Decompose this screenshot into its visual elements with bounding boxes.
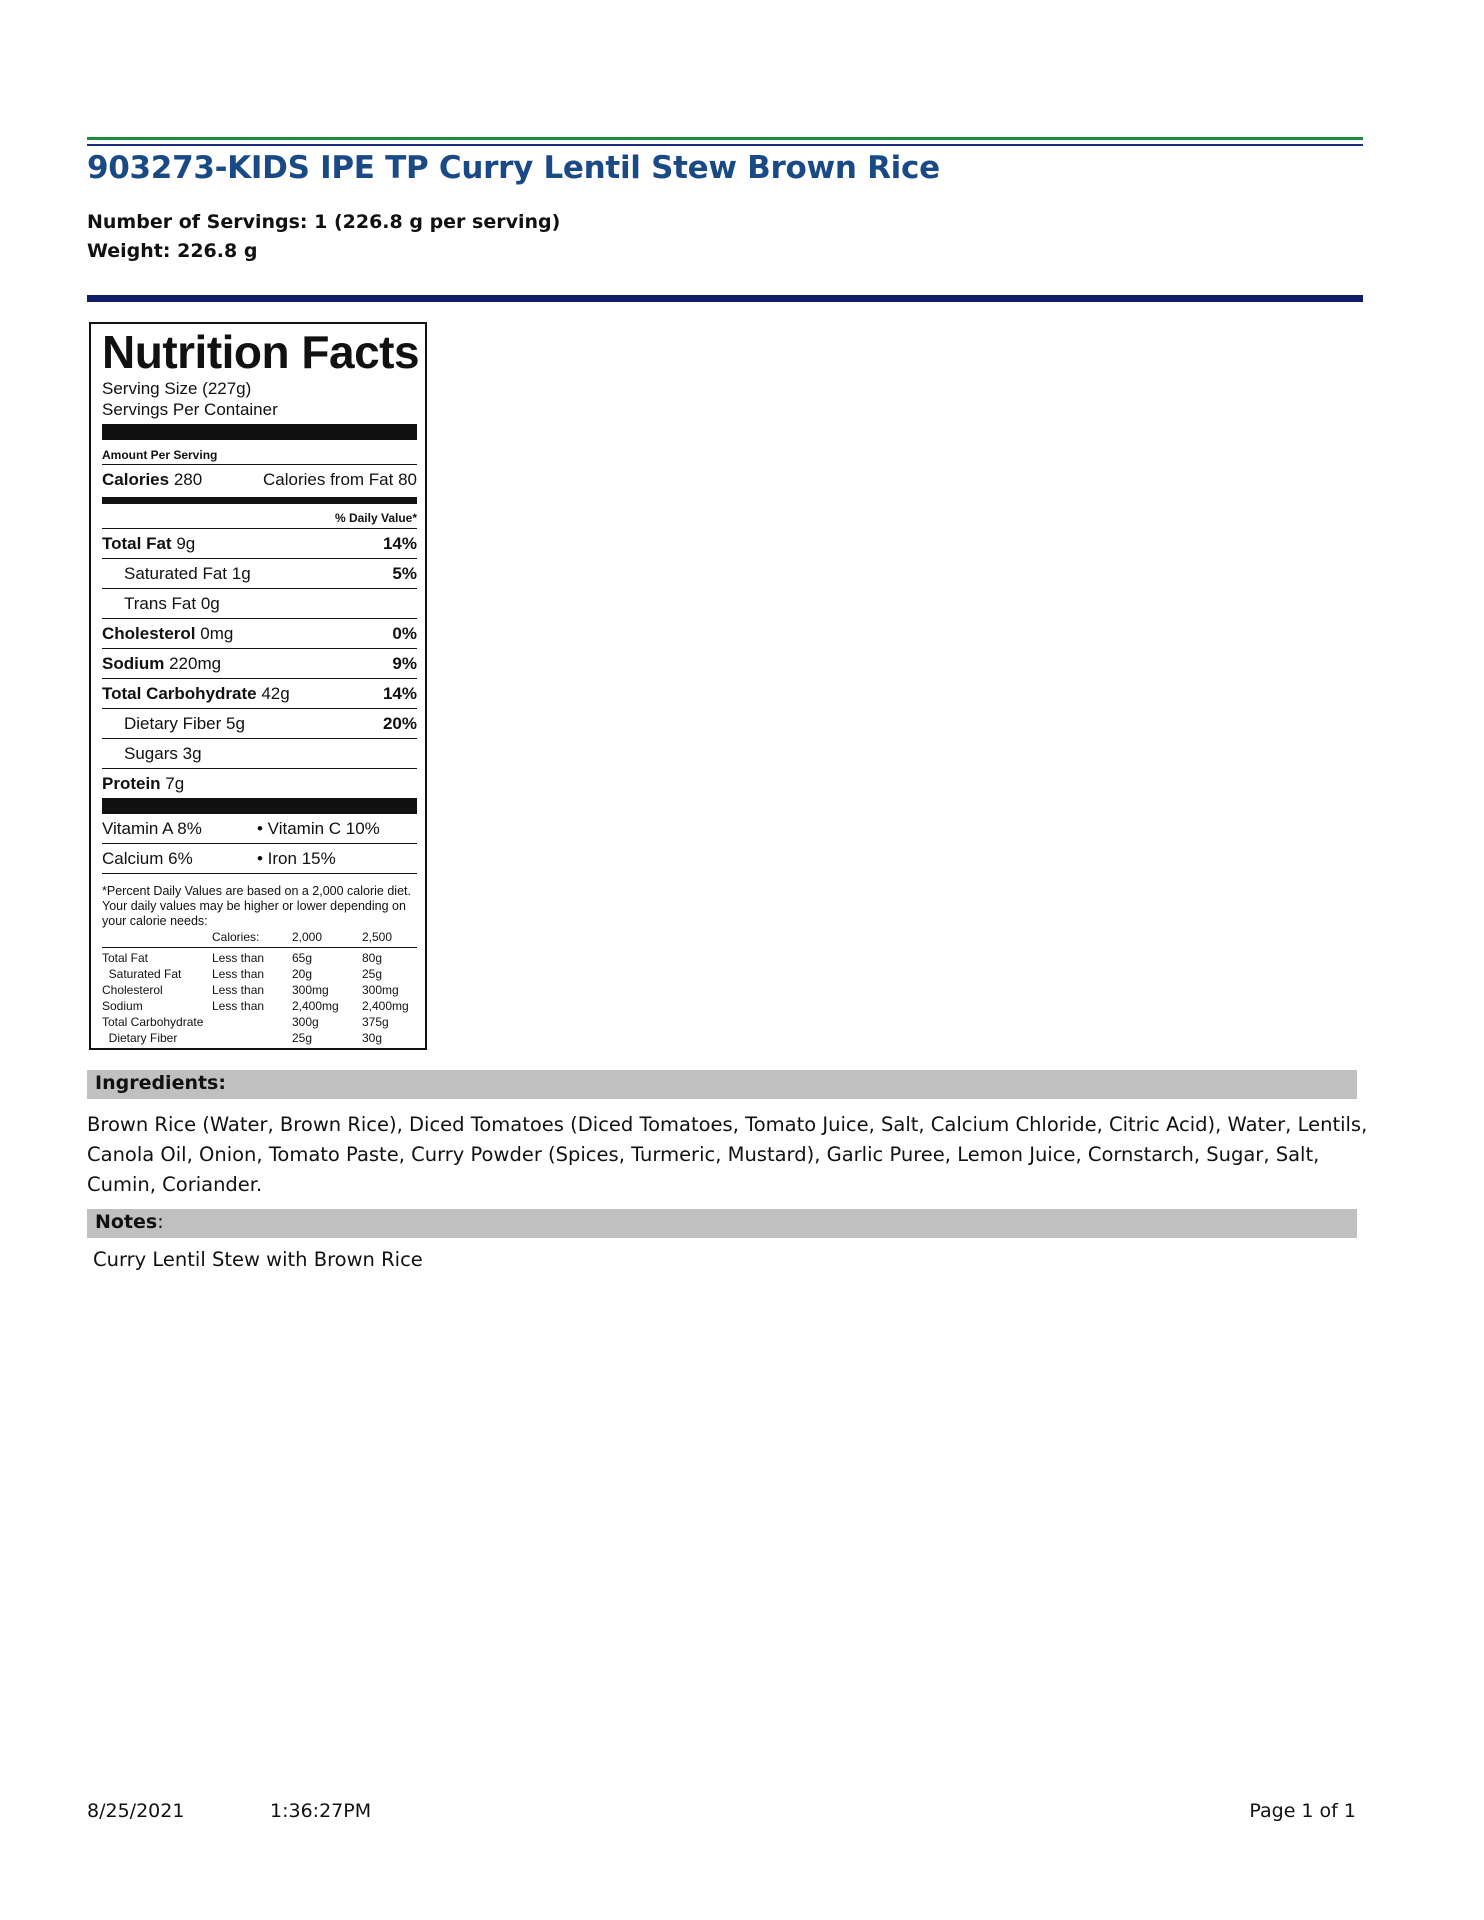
nutrient-label: Dietary Fiber xyxy=(124,713,222,733)
vitamin-left: Calcium 6% xyxy=(102,848,193,868)
footer-page: Page 1 of 1 xyxy=(1249,1800,1356,1822)
table-cell: 300g xyxy=(292,1015,319,1029)
nutrient-amount: 5g xyxy=(226,713,245,733)
table-row xyxy=(102,966,417,982)
nutrient-label: Protein xyxy=(102,773,161,793)
table-header-cell: 2,000 xyxy=(292,930,323,944)
nutrient-row xyxy=(102,709,417,738)
table-cell: Saturated Fat xyxy=(102,967,182,981)
calories-label: Calories xyxy=(102,469,170,489)
daily-value-footnote: *Percent Daily Values are based on a 2,000 calorie diet. Your daily values may be higher or lower depending on your calorie needs: xyxy=(102,884,411,928)
nutrient-row xyxy=(102,739,417,768)
table-cell: Less than xyxy=(212,948,292,967)
vitamin-rows xyxy=(102,814,417,873)
nutrition-facts-panel xyxy=(89,322,427,1050)
nutrient-row xyxy=(102,679,417,708)
nutrient-label: Sodium xyxy=(102,653,165,673)
weight-line: Weight: 226.8 g xyxy=(87,240,258,262)
nutrient-row xyxy=(102,559,417,588)
table-cell: 30g xyxy=(362,1031,383,1045)
table-cell: Dietary Fiber xyxy=(102,1031,178,1045)
nutrient-daily-value: 9% xyxy=(392,653,417,673)
calories-value: 280 xyxy=(173,469,203,489)
nutrient-label: Total Carbohydrate xyxy=(102,683,257,703)
nutrient-row xyxy=(102,529,417,558)
page-title: 903273-KIDS IPE TP Curry Lentil Stew Brown Rice xyxy=(87,150,940,186)
daily-value-table-header xyxy=(102,929,417,948)
nutrient-label: Sugars xyxy=(124,743,178,763)
nutrient-amount: 1g xyxy=(231,563,251,583)
table-cell: 25g xyxy=(362,967,383,981)
table-header-cell: Calories: xyxy=(212,930,260,944)
table-cell: Total Carbohydrate xyxy=(102,1015,204,1029)
nutrient-daily-value: 20% xyxy=(382,713,417,733)
nutrient-amount: 0mg xyxy=(200,623,234,643)
ingredients-text: Brown Rice (Water, Brown Rice), Diced Tomatoes (Diced Tomatoes, Tomato Juice, Salt, Calcium Chloride, Citric Acid), Water, Lentils, Canola Oil, Onion, Tomato Paste, Curry Powder (Spices, Turmeric, Mustard), Garlic Puree, Lemon Juice, Cornstarch, Sugar, Salt, Cumin, Coriander. xyxy=(87,1113,1368,1196)
nutrient-amount: 220mg xyxy=(169,653,222,673)
notes-colon: : xyxy=(157,1211,164,1233)
table-header-cell: 2,500 xyxy=(362,930,393,944)
calories-row xyxy=(102,465,417,494)
nutrient-row xyxy=(102,619,417,648)
nutrient-daily-value: 0% xyxy=(392,623,417,643)
thick-divider xyxy=(102,798,417,814)
table-row xyxy=(102,1030,417,1046)
ingredients-header xyxy=(87,1070,1357,1099)
table-cell: Total Fat xyxy=(102,948,212,967)
daily-value-table xyxy=(102,929,417,1046)
ingredients-label: Ingredients: xyxy=(95,1072,226,1094)
table-cell: Less than xyxy=(212,983,265,997)
notes-label: Notes xyxy=(95,1211,158,1233)
table-cell: 80g xyxy=(362,948,417,967)
nutrient-label: Cholesterol xyxy=(102,623,196,643)
table-cell xyxy=(212,1014,292,1030)
divider xyxy=(102,873,417,874)
nutrient-row xyxy=(102,769,417,798)
amount-per-serving: Amount Per Serving xyxy=(102,448,218,462)
nutrient-daily-value: 5% xyxy=(392,563,417,583)
table-cell: Cholesterol xyxy=(102,983,163,997)
recipe-meta xyxy=(87,208,560,266)
table-row xyxy=(102,998,417,1014)
table-row xyxy=(102,1014,417,1030)
vitamin-row xyxy=(102,814,417,843)
daily-value-header: % Daily Value* xyxy=(334,511,417,525)
vitamin-right: • Vitamin C 10% xyxy=(257,818,380,838)
footer-date: 8/25/2021 xyxy=(87,1800,185,1822)
notes-header xyxy=(87,1209,1357,1238)
nutrient-label: Total Fat xyxy=(102,533,172,553)
nutrient-amount: 3g xyxy=(182,743,202,763)
table-cell: Less than xyxy=(212,999,265,1013)
table-header-cell xyxy=(102,929,212,948)
vitamin-row xyxy=(102,844,417,873)
table-row xyxy=(102,948,417,967)
notes-text: Curry Lentil Stew with Brown Rice xyxy=(93,1248,423,1271)
nutrient-amount: 9g xyxy=(176,533,196,553)
calories-from-fat: Calories from Fat 80 xyxy=(263,469,417,489)
table-cell: 2,400mg xyxy=(292,999,339,1013)
vitamin-right: • Iron 15% xyxy=(257,848,336,868)
nutrient-daily-value: 14% xyxy=(382,533,417,553)
nutrient-daily-value: 14% xyxy=(382,683,417,703)
serving-size: Serving Size (227g) xyxy=(102,379,252,398)
servings-line: Number of Servings: 1 (226.8 g per serving) xyxy=(87,211,561,233)
nutrient-label: Trans Fat xyxy=(124,593,197,613)
nutrient-amount: 42g xyxy=(261,683,290,703)
table-cell: 20g xyxy=(292,967,313,981)
vitamin-left: Vitamin A 8% xyxy=(102,818,202,838)
table-cell: Sodium xyxy=(102,999,143,1013)
table-row xyxy=(102,982,417,998)
footer-time: 1:36:27PM xyxy=(270,1800,372,1822)
table-cell: 300mg xyxy=(362,983,399,997)
table-cell: 2,400mg xyxy=(362,999,409,1013)
nutrient-amount: 0g xyxy=(200,593,220,613)
nutrient-row xyxy=(102,649,417,678)
header-rule-blue xyxy=(87,144,1363,146)
header-divider xyxy=(87,295,1363,302)
table-cell: 375g xyxy=(362,1015,389,1029)
table-cell: 25g xyxy=(292,1031,313,1045)
table-cell: 300mg xyxy=(292,983,329,997)
table-cell xyxy=(212,1030,292,1046)
header-rule-green xyxy=(87,137,1363,140)
nutrient-rows xyxy=(102,528,417,798)
servings-per-container: Servings Per Container xyxy=(102,400,278,419)
medium-divider xyxy=(102,497,417,504)
nutrient-amount: 7g xyxy=(165,773,185,793)
nutrition-facts-title: Nutrition Facts xyxy=(102,326,420,378)
thick-divider xyxy=(102,424,417,440)
table-cell: Less than xyxy=(212,967,265,981)
nutrient-label: Saturated Fat xyxy=(124,563,228,583)
notes-label-wrap xyxy=(95,1211,164,1233)
table-cell: 65g xyxy=(292,948,362,967)
nutrient-row xyxy=(102,589,417,618)
